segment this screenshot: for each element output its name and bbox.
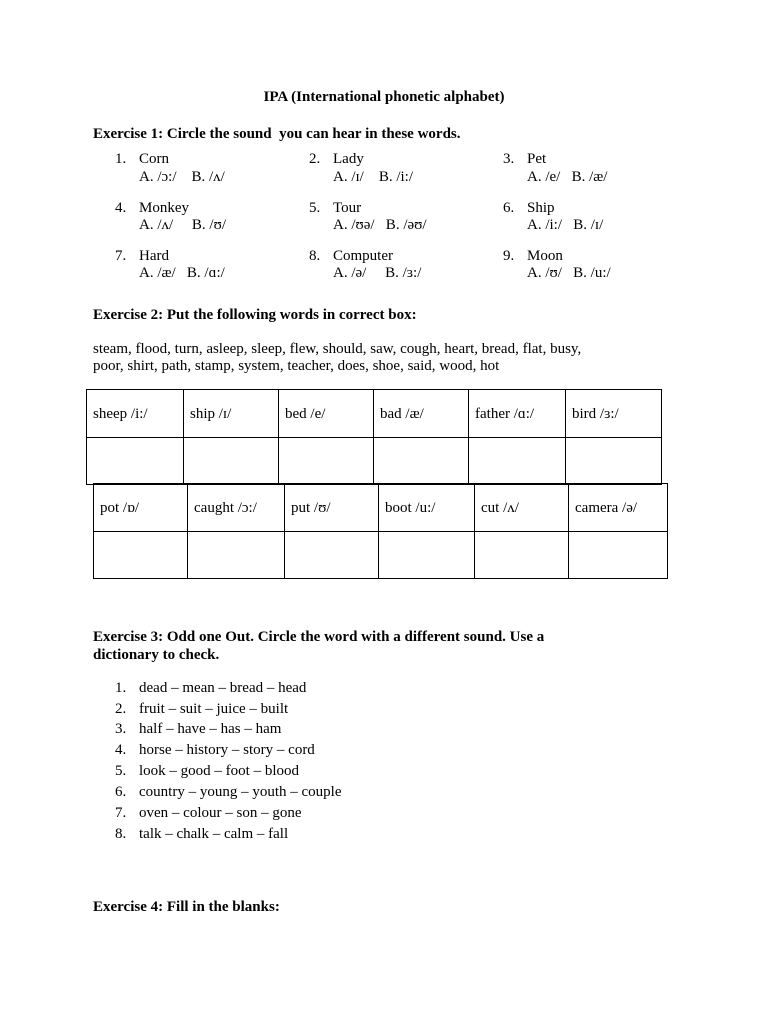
list-item-number: 1.: [115, 680, 127, 696]
exercise-1-heading: Exercise 1: Circle the sound you can hear in these words.: [93, 126, 461, 142]
item-options: A. /æ/ B. /ɑ:/: [139, 265, 225, 281]
answer-cell[interactable]: [469, 438, 566, 485]
list-item: fruit – suit – juice – built: [139, 701, 289, 717]
answer-cell[interactable]: [374, 438, 469, 485]
sound-header-cell: boot /u:/: [379, 484, 475, 532]
sound-header-cell: bird /ɜ:/: [566, 390, 662, 438]
sound-header-cell: camera /ə/: [569, 484, 668, 532]
item-word: Monkey: [139, 200, 189, 216]
list-item-number: 3.: [115, 721, 127, 737]
answer-cell[interactable]: [569, 532, 668, 579]
list-item-number: 4.: [115, 742, 127, 758]
item-number: 3.: [503, 151, 515, 167]
list-item: horse – history – story – cord: [139, 742, 315, 758]
item-number: 2.: [309, 151, 321, 167]
list-item: oven – colour – son – gone: [139, 805, 302, 821]
exercise-3-heading-line-1: Exercise 3: Odd one Out. Circle the word with a different sound. Use a: [93, 629, 545, 645]
sound-header-cell: cut /ʌ/: [475, 484, 569, 532]
item-options: A. /e/ B. /æ/: [527, 169, 608, 185]
item-options: A. /ɔ:/ B. /ʌ/: [139, 169, 225, 185]
sound-header-cell: caught /ɔ:/: [188, 484, 285, 532]
item-number: 5.: [309, 200, 321, 216]
item-number: 8.: [309, 248, 321, 264]
list-item: talk – chalk – calm – fall: [139, 826, 289, 842]
item-word: Moon: [527, 248, 563, 264]
list-item-number: 8.: [115, 826, 127, 842]
list-item: half – have – has – ham: [139, 721, 282, 737]
word-list-line-1: steam, flood, turn, asleep, sleep, flew, should, saw, cough, heart, bread, flat, busy,: [93, 341, 582, 357]
answer-cell[interactable]: [475, 532, 569, 579]
item-word: Corn: [139, 151, 169, 167]
exercise-3-heading-line-2: dictionary to check.: [93, 647, 220, 663]
item-options: A. /ʊə/ B. /əʊ/: [333, 217, 427, 233]
word-list-line-2: poor, shirt, path, stamp, system, teacher, does, shoe, said, wood, hot: [93, 358, 500, 374]
answer-cell[interactable]: [94, 532, 188, 579]
sound-header-cell: put /ʊ/: [285, 484, 379, 532]
list-item-number: 5.: [115, 763, 127, 779]
answer-cell[interactable]: [279, 438, 374, 485]
sound-header-cell: sheep /i:/: [87, 390, 184, 438]
item-word: Lady: [333, 151, 364, 167]
list-item: look – good – foot – blood: [139, 763, 299, 779]
list-item-number: 2.: [115, 701, 127, 717]
item-number: 1.: [115, 151, 127, 167]
item-number: 6.: [503, 200, 515, 216]
answer-cell[interactable]: [285, 532, 379, 579]
answer-cell[interactable]: [188, 532, 285, 579]
item-word: Pet: [527, 151, 547, 167]
page-title: IPA (International phonetic alphabet): [263, 89, 505, 105]
answer-cell[interactable]: [379, 532, 475, 579]
sound-header-cell: father /ɑ:/: [469, 390, 566, 438]
answer-cell[interactable]: [87, 438, 184, 485]
item-number: 9.: [503, 248, 515, 264]
item-options: A. /ʊ/ B. /u:/: [527, 265, 611, 281]
item-options: A. /ɪ/ B. /i:/: [333, 169, 414, 185]
list-item: country – young – youth – couple: [139, 784, 342, 800]
answer-cell[interactable]: [566, 438, 662, 485]
sound-table-2: [93, 483, 668, 579]
sound-header-cell: pot /ɒ/: [94, 484, 188, 532]
item-options: A. /ə/ B. /ɜ:/: [333, 265, 422, 281]
sound-header-cell: ship /ɪ/: [184, 390, 279, 438]
item-number: 7.: [115, 248, 127, 264]
sound-header-cell: bad /æ/: [374, 390, 469, 438]
list-item-number: 6.: [115, 784, 127, 800]
list-item-number: 7.: [115, 805, 127, 821]
sound-table-1: [86, 389, 662, 485]
item-options: A. /ʌ/ B. /ʊ/: [139, 217, 226, 233]
item-word: Computer: [333, 248, 393, 264]
list-item: dead – mean – bread – head: [139, 680, 307, 696]
item-word: Ship: [527, 200, 555, 216]
sound-header-cell: bed /e/: [279, 390, 374, 438]
exercise-4-heading: Exercise 4: Fill in the blanks:: [93, 899, 280, 915]
item-word: Tour: [333, 200, 362, 216]
exercise-2-heading: Exercise 2: Put the following words in correct box:: [93, 307, 417, 323]
answer-cell[interactable]: [184, 438, 279, 485]
item-number: 4.: [115, 200, 127, 216]
item-options: A. /i:/ B. /ɪ/: [527, 217, 604, 233]
item-word: Hard: [139, 248, 169, 264]
